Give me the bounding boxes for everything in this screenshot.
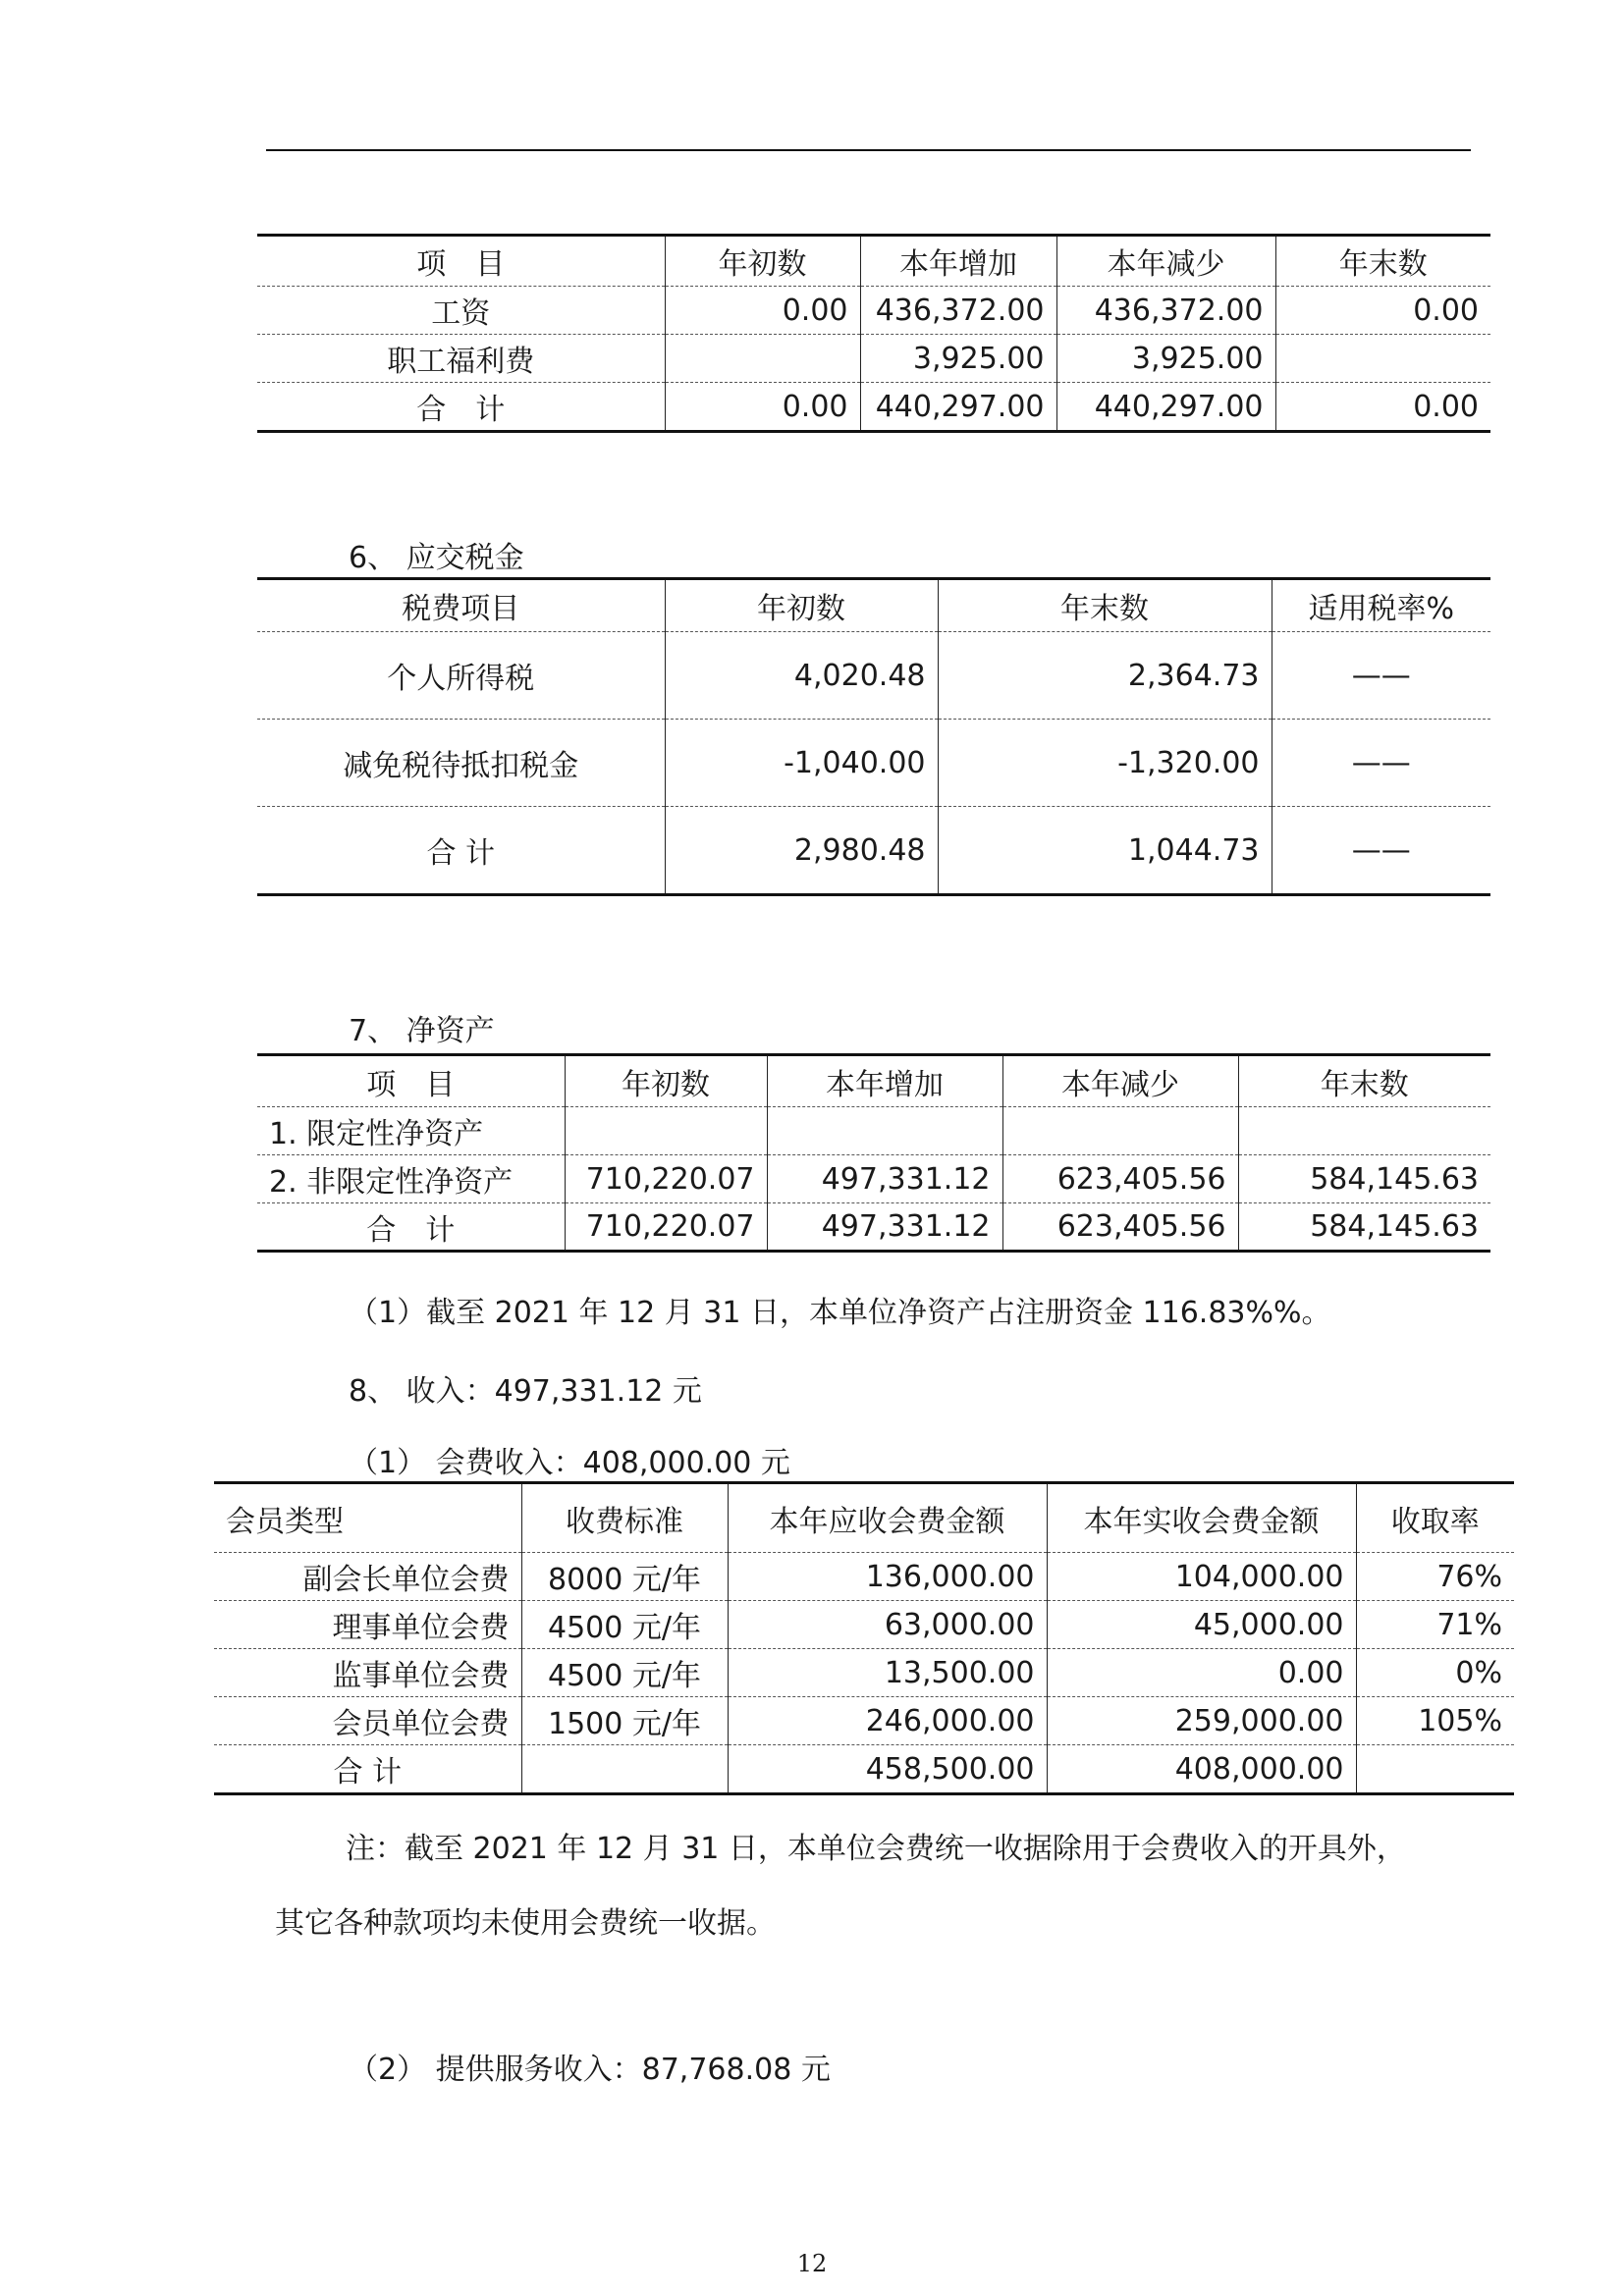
cell: 3,925.00	[860, 335, 1056, 383]
header-rule	[266, 149, 1471, 151]
cell	[1002, 1107, 1238, 1155]
header-cell: 本年应收会费金额	[728, 1483, 1047, 1553]
header-cell: 本年增加	[860, 236, 1056, 287]
cell: 45,000.00	[1047, 1601, 1356, 1649]
fee-income-heading: （1） 会费收入：408,000.00 元	[349, 1446, 790, 1480]
table-total-row	[257, 1203, 1490, 1252]
cell: 104,000.00	[1047, 1553, 1356, 1601]
cell: 623,405.56	[1002, 1155, 1238, 1203]
cell: 497,331.12	[767, 1203, 1002, 1252]
table-row	[214, 1649, 1514, 1697]
page-number: 12	[796, 2250, 828, 2277]
header-cell: 本年增加	[767, 1055, 1002, 1107]
service-income-heading: （2） 提供服务收入：87,768.08 元	[349, 2053, 831, 2087]
cell: 合 计	[214, 1745, 521, 1794]
table-row	[257, 1107, 1490, 1155]
cell: 1500 元/年	[521, 1697, 728, 1745]
cell: 个人所得税	[257, 632, 665, 720]
cell: 1,044.73	[938, 807, 1272, 895]
net-assets-note: （1）截至 2021 年 12 月 31 日，本单位净资产占注册资金 116.83%%。	[349, 1296, 1331, 1330]
header-cell: 年末数	[1238, 1055, 1490, 1107]
cell: 440,297.00	[860, 383, 1056, 432]
cell: 63,000.00	[728, 1601, 1047, 1649]
table-row	[214, 1697, 1514, 1745]
cell: 246,000.00	[728, 1697, 1047, 1745]
cell: 584,145.63	[1238, 1155, 1490, 1203]
table-header-row	[257, 1055, 1490, 1107]
cell	[1238, 1107, 1490, 1155]
cell: 工资	[257, 287, 665, 335]
cell: 76%	[1356, 1553, 1514, 1601]
cell: ——	[1272, 632, 1490, 720]
table-total-row	[257, 383, 1490, 432]
header-cell: 年初数	[565, 1055, 767, 1107]
header-cell: 年末数	[1275, 236, 1490, 287]
cell: 436,372.00	[860, 287, 1056, 335]
cell: 408,000.00	[1047, 1745, 1356, 1794]
cell: 副会长单位会费	[214, 1553, 521, 1601]
cell: 13,500.00	[728, 1649, 1047, 1697]
header-cell: 收取率	[1356, 1483, 1514, 1553]
cell: 减免税待抵扣税金	[257, 720, 665, 807]
header-cell: 年末数	[938, 579, 1272, 632]
cell: 合 计	[257, 1203, 565, 1252]
net-assets-table	[257, 1053, 1490, 1253]
cell	[565, 1107, 767, 1155]
cell: 0%	[1356, 1649, 1514, 1697]
cell: 合 计	[257, 383, 665, 432]
cell: 4,020.48	[665, 632, 938, 720]
cell: 497,331.12	[767, 1155, 1002, 1203]
cell: -1,320.00	[938, 720, 1272, 807]
cell: 440,297.00	[1056, 383, 1275, 432]
table-row	[257, 632, 1490, 720]
cell: -1,040.00	[665, 720, 938, 807]
table-row	[257, 287, 1490, 335]
fee-table	[214, 1481, 1514, 1795]
cell: 71%	[1356, 1601, 1514, 1649]
cell: ——	[1272, 807, 1490, 895]
header-cell: 会员类型	[214, 1483, 521, 1553]
cell: 1. 限定性净资产	[257, 1107, 565, 1155]
header-cell: 年初数	[665, 236, 860, 287]
cell: 259,000.00	[1047, 1697, 1356, 1745]
cell	[521, 1745, 728, 1794]
table-total-row	[257, 807, 1490, 895]
cell: 会员单位会费	[214, 1697, 521, 1745]
table-row	[257, 335, 1490, 383]
table-row	[257, 720, 1490, 807]
header-cell: 收费标准	[521, 1483, 728, 1553]
cell: 0.00	[1275, 383, 1490, 432]
cell: 4500 元/年	[521, 1601, 728, 1649]
table-row	[214, 1553, 1514, 1601]
table-header-row	[257, 579, 1490, 632]
header-cell: 项 目	[257, 1055, 565, 1107]
cell	[1275, 335, 1490, 383]
cell: 监事单位会费	[214, 1649, 521, 1697]
fee-note-line-2: 其它各种款项均未使用会费统一收据。	[275, 1906, 776, 1941]
table-row	[257, 1155, 1490, 1203]
header-cell: 项 目	[257, 236, 665, 287]
table-header-row	[214, 1483, 1514, 1553]
cell: 4500 元/年	[521, 1649, 728, 1697]
cell: 710,220.07	[565, 1203, 767, 1252]
cell: 0.00	[1047, 1649, 1356, 1697]
cell: 623,405.56	[1002, 1203, 1238, 1252]
cell: 理事单位会费	[214, 1601, 521, 1649]
cell: 3,925.00	[1056, 335, 1275, 383]
section-6-title: 6、 应交税金	[349, 541, 524, 575]
cell	[767, 1107, 1002, 1155]
cell: 2. 非限定性净资产	[257, 1155, 565, 1203]
cell: 710,220.07	[565, 1155, 767, 1203]
cell: ——	[1272, 720, 1490, 807]
cell: 职工福利费	[257, 335, 665, 383]
salary-table	[257, 234, 1490, 433]
cell	[665, 335, 860, 383]
cell: 136,000.00	[728, 1553, 1047, 1601]
tax-table	[257, 577, 1490, 896]
header-cell: 本年实收会费金额	[1047, 1483, 1356, 1553]
cell	[1356, 1745, 1514, 1794]
cell: 0.00	[665, 383, 860, 432]
cell: 2,364.73	[938, 632, 1272, 720]
cell: 436,372.00	[1056, 287, 1275, 335]
cell: 0.00	[1275, 287, 1490, 335]
section-7-title: 7、 净资产	[349, 1014, 495, 1048]
header-cell: 税费项目	[257, 579, 665, 632]
header-cell: 适用税率%	[1272, 579, 1490, 632]
table-row	[214, 1601, 1514, 1649]
table-header-row	[257, 236, 1490, 287]
cell: 合 计	[257, 807, 665, 895]
header-cell: 本年减少	[1002, 1055, 1238, 1107]
cell: 2,980.48	[665, 807, 938, 895]
header-cell: 本年减少	[1056, 236, 1275, 287]
cell: 8000 元/年	[521, 1553, 728, 1601]
cell: 0.00	[665, 287, 860, 335]
table-total-row	[214, 1745, 1514, 1794]
header-cell: 年初数	[665, 579, 938, 632]
section-8-title: 8、 收入：497,331.12 元	[349, 1374, 702, 1409]
cell: 584,145.63	[1238, 1203, 1490, 1252]
fee-note-line-1: 注：截至 2021 年 12 月 31 日，本单位会费统一收据除用于会费收入的开具外，	[346, 1832, 1406, 1866]
cell: 105%	[1356, 1697, 1514, 1745]
cell: 458,500.00	[728, 1745, 1047, 1794]
